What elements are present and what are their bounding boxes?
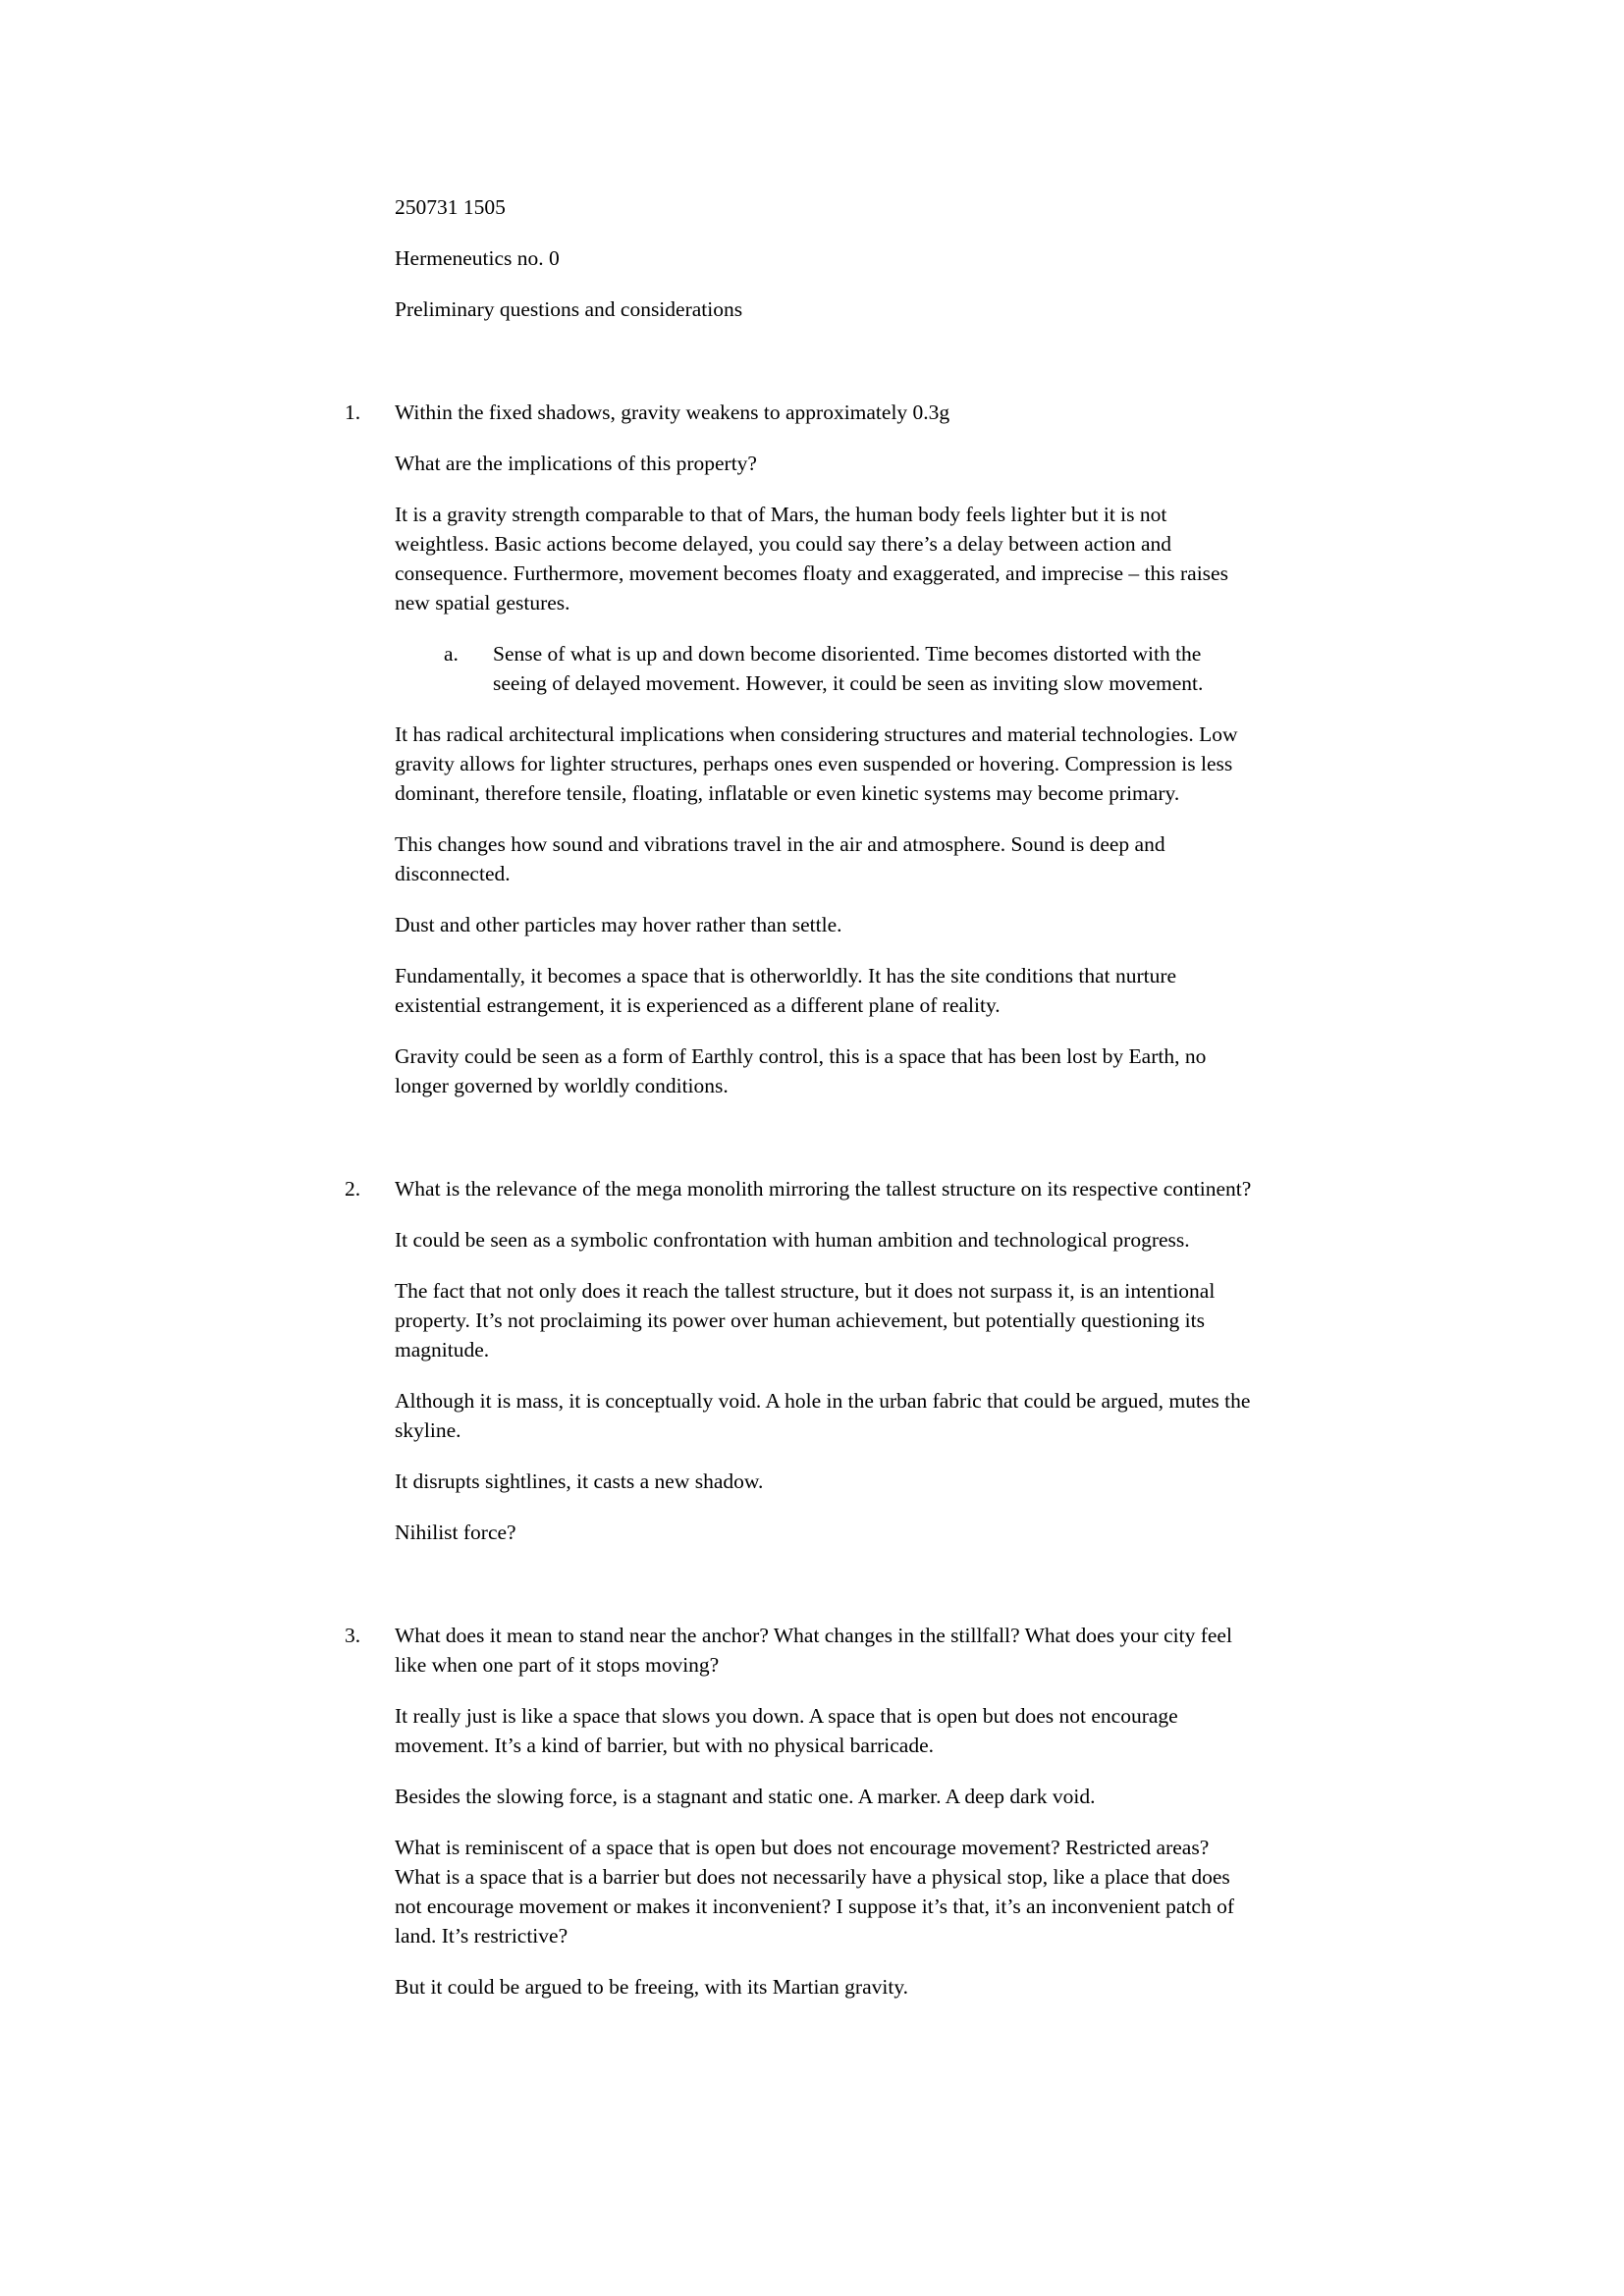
section-number: 2. [345,1177,361,1201]
paragraph: What is reminiscent of a space that is open but does not encourage movement? Restricted areas? What is a space that is a barrier but does not necessarily have a physical stop, like a place that does not encourage movement or makes it inconvenient? I suppose it’s that, it’s an inconvenient patch of land. It’s restrictive? [395,1836,1234,1948]
paragraph: But it could be argued to be freeing, with its Martian gravity. [395,1975,909,1999]
paragraph: Nihilist force? [395,1521,516,1544]
paragraph: This changes how sound and vibrations travel in the air and atmosphere. Sound is deep and disconnected. [395,832,1165,885]
paragraph: It is a gravity strength comparable to that of Mars, the human body feels lighter but it is not weightless. Basic actions become delayed, you could say there’s a delay between action and consequence. Furthermore, movement becomes floaty and exaggerated, and imprecise – this raises new spatial gestures. [395,503,1228,614]
paragraph: It really just is like a space that slows you down. A space that is open but does not encourage movement. It’s a kind of barrier, but with no physical barricade. [395,1704,1178,1757]
section-3 [345,1621,1259,2002]
document-code: 250731 1505 [395,195,506,219]
paragraph: The fact that not only does it reach the tallest structure, but it does not surpass it, is an intentional property. It’s not proclaiming its power over human achievement, but potentially questioning its magnitude. [395,1279,1216,1362]
section-number: 3. [345,1624,361,1647]
section-question: What is the relevance of the mega monolith mirroring the tallest structure on its respective continent? [395,1177,1252,1201]
section-2 [345,1174,1259,1547]
paragraph: It disrupts sightlines, it casts a new shadow. [395,1469,764,1493]
paragraph: It has radical architectural implications when considering structures and material technologies. Low gravity allows for lighter structures, perhaps ones even suspended or hovering. Compression is less dominant, therefore tensile, floating, inflatable or even kinetic systems may become primary. [395,722,1238,805]
paragraph: Gravity could be seen as a form of Earthly control, this is a space that has been lost by Earth, no longer governed by worldly conditions. [395,1044,1207,1097]
paragraph: It could be seen as a symbolic confrontation with human ambition and technological progress. [395,1228,1190,1252]
document-page [345,192,1259,2023]
paragraph: Fundamentally, it becomes a space that is otherworldly. It has the site conditions that nurture existential estrangement, it is experienced as a different plane of reality. [395,964,1177,1017]
section-question: What does it mean to stand near the anchor? What changes in the stillfall? What does your city feel like when one part of it stops moving? [395,1624,1232,1677]
section-1 [345,398,1259,1100]
sub-point [444,639,1259,698]
document-subtitle: Preliminary questions and considerations [395,297,743,321]
document-title: Hermeneutics no. 0 [395,246,560,270]
section-number: 1. [345,400,361,424]
paragraph: Besides the slowing force, is a stagnant and static one. A marker. A deep dark void. [395,1785,1096,1808]
paragraph: What are the implications of this property? [395,452,757,475]
sub-point-text: Sense of what is up and down become disoriented. Time becomes distorted with the seeing of delayed movement. However, it could be seen as inviting slow movement. [493,642,1204,695]
document-header [395,192,1259,324]
sub-point-label: a. [444,642,459,666]
section-question: Within the fixed shadows, gravity weakens to approximately 0.3g [395,400,950,424]
paragraph: Although it is mass, it is conceptually void. A hole in the urban fabric that could be argued, mutes the skyline. [395,1389,1251,1442]
paragraph: Dust and other particles may hover rather than settle. [395,913,842,936]
